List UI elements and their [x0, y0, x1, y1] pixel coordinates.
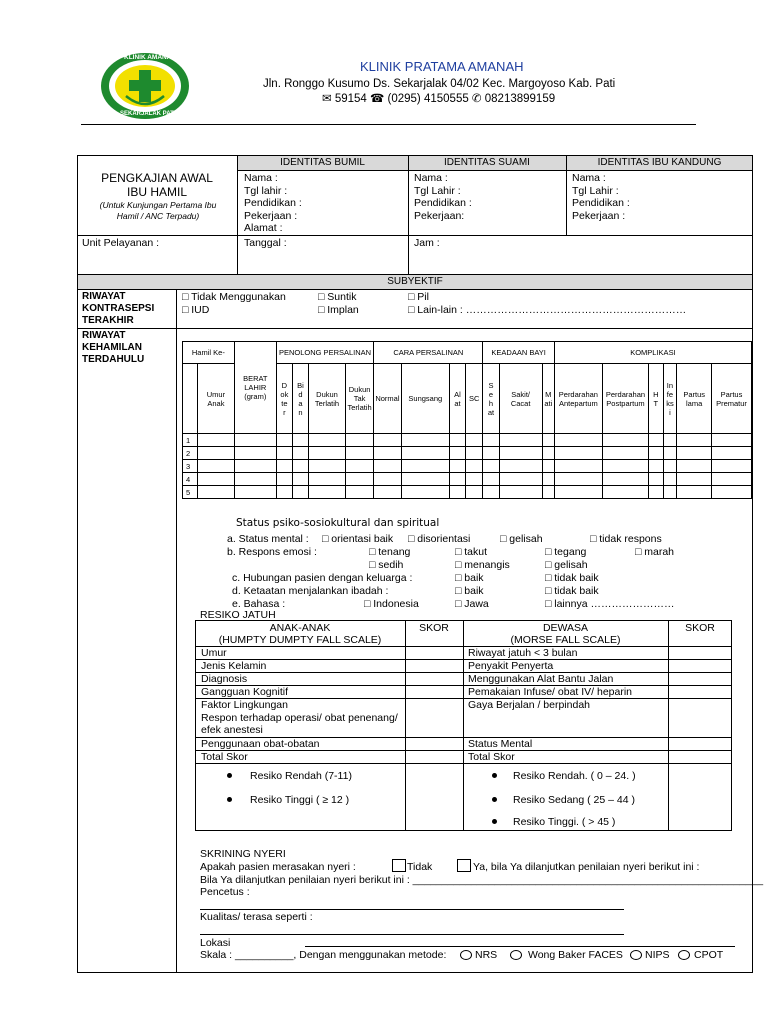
th-partus-prematur: Partus Prematur [712, 364, 752, 434]
th-penolong: PENOLONG PERSALINAN [276, 342, 373, 364]
row-number: 5 [183, 486, 198, 499]
table-cell[interactable] [449, 434, 465, 447]
table-cell[interactable] [602, 473, 648, 486]
unit-pelayanan-field[interactable]: Unit Pelayanan : [82, 237, 160, 249]
kehamilan-label-1: RIWAYAT [82, 330, 126, 341]
anak-item-umur: Umur [201, 647, 227, 659]
th-sc: SC [466, 364, 483, 434]
kontrasepsi-option-tidak[interactable]: □ Tidak Menggunakan [182, 291, 286, 303]
table-cell[interactable] [712, 434, 752, 447]
th-mati: Mati [544, 389, 553, 408]
table-cell[interactable] [309, 447, 346, 460]
table-cell[interactable] [401, 434, 449, 447]
table-cell[interactable] [466, 447, 483, 460]
table-row [183, 447, 752, 460]
th-infeksi: Infeksi [666, 380, 674, 417]
psiko-b2-opt2[interactable]: □ menangis [455, 559, 510, 571]
table-cell[interactable] [374, 434, 401, 447]
table-cell[interactable] [401, 473, 449, 486]
method-cpot-label: CPOT [694, 949, 724, 961]
bullet-icon [227, 797, 232, 802]
pain-question: Apakah pasien merasakan nyeri : [200, 861, 356, 873]
th-perdarahan-ante: Perdarahan Antepartum [554, 364, 602, 434]
dewasa-item-penyakit: Penyakit Penyerta [468, 660, 554, 672]
table-cell[interactable] [542, 434, 554, 447]
pain-lokasi: Lokasi [200, 937, 231, 949]
table-cell[interactable] [663, 486, 677, 499]
bumil-field[interactable]: Alamat : [244, 222, 283, 234]
identity-bumil-header: IDENTITAS BUMIL [280, 157, 365, 168]
table-cell[interactable] [401, 486, 449, 499]
psiko-b2-opt3[interactable]: □ gelisah [545, 559, 588, 571]
kehamilan-label-3: TERDAHULU [82, 354, 145, 365]
fall-risk-title: RESIKO JATUH [200, 609, 276, 621]
table-cell[interactable] [449, 486, 465, 499]
dewasa-item-total: Total Skor [468, 751, 515, 763]
th-berat-lahir: BERAT LAHIR (gram) [234, 342, 276, 434]
dewasa-header-1: DEWASA [542, 622, 589, 634]
bumil-field[interactable]: Pekerjaan : [244, 209, 298, 222]
clinic-address: Jln. Ronggo Kusumo Ds. Sekarjalak 04/02 Kec. Margoyoso Kab. Pati [263, 78, 616, 90]
table-cell[interactable] [292, 486, 308, 499]
table-cell[interactable] [401, 447, 449, 460]
table-cell[interactable] [292, 460, 308, 473]
table-cell[interactable] [499, 473, 542, 486]
dewasa-risk-rendah: Resiko Rendah. ( 0 – 24. ) [513, 770, 636, 782]
method-nrs-radio[interactable] [460, 950, 472, 960]
table-cell[interactable] [198, 486, 235, 499]
table-cell[interactable] [466, 434, 483, 447]
kontrasepsi-option-pil[interactable]: □ Pil [408, 291, 429, 303]
table-row [183, 460, 752, 473]
kontrasepsi-option-iud[interactable]: □ IUD [182, 304, 210, 316]
dewasa-item-riwayat: Riwayat jatuh < 3 bulan [468, 647, 578, 659]
jam-field[interactable]: Jam : [414, 237, 440, 249]
th-sakit: Sakit/ Cacat [499, 364, 542, 434]
table-cell[interactable] [483, 447, 499, 460]
logo-top-text: KLINIK AMANAH [124, 54, 177, 61]
tanggal-field[interactable]: Tanggal : [244, 237, 287, 249]
table-cell[interactable] [677, 486, 712, 499]
anak-item-total: Total Skor [201, 751, 248, 763]
table-cell[interactable] [292, 447, 308, 460]
table-cell[interactable] [542, 447, 554, 460]
th-perdarahan-post: Perdarahan Postpartum [602, 364, 648, 434]
table-cell[interactable] [663, 434, 677, 447]
kontrasepsi-label-2: KONTRASEPSI [82, 303, 155, 314]
anak-header-1: ANAK-ANAK [269, 622, 331, 634]
table-cell[interactable] [554, 447, 602, 460]
method-nips-radio[interactable] [630, 950, 642, 960]
bullet-icon [492, 773, 497, 778]
table-cell[interactable] [309, 486, 346, 499]
table-cell[interactable] [554, 434, 602, 447]
pain-no-label: Tidak [407, 861, 433, 873]
dewasa-header-2: (MORSE FALL SCALE) [510, 634, 621, 646]
logo-bottom-text: SEKARJALAK PATI [120, 111, 176, 117]
table-cell[interactable] [466, 460, 483, 473]
table-cell[interactable] [499, 434, 542, 447]
psiko-e-opt3[interactable]: □ lainnya …………………… [545, 598, 675, 610]
anak-item-obat: Penggunaan obat-obatan [201, 738, 320, 750]
psiko-b-opt1[interactable]: □ tenang [369, 546, 411, 558]
row-number: 1 [183, 434, 198, 447]
table-cell[interactable] [309, 460, 346, 473]
th-dokter: Dokter [280, 380, 289, 417]
suami-field[interactable]: Nama : [414, 172, 448, 184]
table-cell[interactable] [234, 434, 276, 447]
suami-field[interactable]: Pekerjaan: [414, 209, 465, 222]
kontrasepsi-label-3: TERAKHIR [82, 315, 134, 326]
th-umur-anak: Umur Anak [198, 364, 235, 434]
table-cell[interactable] [677, 447, 712, 460]
table-cell[interactable] [649, 434, 664, 447]
kehamilan-label-2: KEHAMILAN [82, 342, 142, 353]
psiko-d-label: d. Ketaatan menjalankan ibadah : [232, 585, 389, 597]
table-cell[interactable] [712, 447, 752, 460]
table-cell[interactable] [554, 473, 602, 486]
table-cell[interactable] [499, 460, 542, 473]
kontrasepsi-option-lain[interactable]: □ Lain-lain : ……………………………………………………… [408, 304, 687, 316]
psiko-b-opt4[interactable]: □ marah [635, 546, 675, 558]
clinic-name: KLINIK PRATAMA AMANAH [360, 59, 524, 74]
table-row [183, 486, 752, 499]
psiko-b-opt3[interactable]: □ tegang [545, 546, 587, 558]
table-cell[interactable] [542, 473, 554, 486]
dewasa-risk-tinggi: Resiko Tinggi. ( > 45 ) [513, 816, 616, 828]
table-cell[interactable] [483, 473, 499, 486]
kontrasepsi-label-1: RIWAYAT [82, 291, 126, 302]
pain-skala: Skala : __________, Dengan menggunakan metode: [200, 949, 447, 961]
pain-yes-checkbox[interactable] [457, 859, 471, 872]
table-cell[interactable] [449, 473, 465, 486]
table-cell[interactable] [198, 434, 235, 447]
bumil-field[interactable]: Nama : [244, 172, 278, 184]
pain-pencetus: Pencetus : [200, 886, 250, 898]
anak-risk-rendah: Resiko Rendah (7-11) [250, 770, 352, 782]
table-cell[interactable] [198, 460, 235, 473]
psiko-b2-opt1[interactable]: □ sedih [369, 559, 404, 571]
bumil-field[interactable]: Tgl lahir : [244, 184, 288, 197]
th-ht: HT [653, 389, 659, 408]
psiko-c-opt2[interactable]: □ tidak baik [545, 572, 599, 584]
table-cell[interactable] [276, 460, 292, 473]
ibu-field[interactable]: Nama : [572, 172, 606, 184]
table-cell[interactable] [234, 447, 276, 460]
table-cell[interactable] [346, 460, 374, 473]
row-number: 4 [183, 473, 198, 486]
table-cell[interactable] [466, 473, 483, 486]
psiko-c-label: c. Hubungan pasien dengan keluarga : [232, 572, 413, 584]
table-cell[interactable] [712, 460, 752, 473]
table-cell[interactable] [276, 447, 292, 460]
suami-field[interactable]: Pendidikan : [414, 197, 472, 209]
psiko-a-opt4[interactable]: □ tidak respons [590, 533, 662, 545]
header-divider [81, 124, 696, 125]
form-title-line2: IBU HAMIL [126, 185, 187, 199]
table-row [183, 473, 752, 486]
subyektif-header: SUBYEKTIF [387, 276, 443, 287]
table-cell[interactable] [649, 460, 664, 473]
table-cell[interactable] [542, 460, 554, 473]
table-cell[interactable] [483, 486, 499, 499]
table-cell[interactable] [374, 460, 401, 473]
table-cell[interactable] [677, 460, 712, 473]
th-keadaan: KEADAAN BAYI [483, 342, 554, 364]
bullet-icon [492, 797, 497, 802]
kontrasepsi-option-implan[interactable]: □ Implan [318, 304, 359, 316]
table-cell[interactable] [374, 473, 401, 486]
table-cell[interactable] [677, 434, 712, 447]
identity-ibu-header: IDENTITAS IBU KANDUNG [597, 157, 722, 168]
table-cell[interactable] [712, 486, 752, 499]
th-sungsang: Sungsang [401, 364, 449, 434]
method-nips-label: NIPS [645, 949, 670, 961]
table-cell[interactable] [677, 473, 712, 486]
table-cell[interactable] [554, 486, 602, 499]
pain-no-checkbox[interactable] [392, 859, 406, 872]
table-cell[interactable] [602, 460, 648, 473]
table-cell[interactable] [449, 460, 465, 473]
table-cell[interactable] [309, 434, 346, 447]
anak-item-kognitif: Gangguan Kognitif [201, 686, 288, 698]
psiko-b-opt2[interactable]: □ takut [455, 546, 488, 558]
ibu-field[interactable]: Pekerjaan : [572, 209, 626, 222]
anak-risk-tinggi: Resiko Tinggi ( ≥ 12 ) [250, 794, 350, 806]
ibu-field[interactable]: Tgl Lahir : [572, 184, 619, 197]
anak-item-lingkungan: Faktor Lingkungan [201, 699, 288, 711]
table-cell[interactable] [649, 473, 664, 486]
anak-item-diagnosis: Diagnosis [201, 673, 248, 685]
table-cell[interactable] [234, 473, 276, 486]
table-row [183, 434, 752, 447]
method-nrs-label: NRS [475, 949, 498, 961]
psiko-d-opt2[interactable]: □ tidak baik [545, 585, 599, 597]
table-cell[interactable] [499, 486, 542, 499]
pregnancy-history-table [182, 341, 752, 499]
table-cell[interactable] [276, 434, 292, 447]
pain-bila: Bila Ya dilanjutkan penilaian nyeri berikut ini : ____________________________________________________________ [200, 874, 764, 886]
bullet-icon [227, 773, 232, 778]
bumil-field[interactable]: Pendidikan : [244, 197, 302, 209]
dewasa-item-alat: Menggunakan Alat Bantu Jalan [468, 673, 614, 685]
th-bidan: Bidan [297, 380, 304, 417]
table-cell[interactable] [234, 486, 276, 499]
table-cell[interactable] [649, 486, 664, 499]
dewasa-skor-header: SKOR [685, 622, 715, 634]
table-cell[interactable] [663, 447, 677, 460]
table-cell[interactable] [649, 447, 664, 460]
table-cell[interactable] [554, 460, 602, 473]
table-cell[interactable] [374, 447, 401, 460]
th-alat: Alat [454, 389, 461, 408]
kualitas-line[interactable] [200, 934, 624, 935]
suami-field[interactable]: Tgl Lahir : [414, 184, 461, 197]
table-cell[interactable] [198, 447, 235, 460]
psiko-e-opt2[interactable]: □ Jawa [455, 598, 489, 610]
dewasa-item-gaya: Gaya Berjalan / berpindah [468, 699, 590, 711]
clinic-contacts: ✉ 59154 ☎ (0295) 4150555 ✆ 08213899159 [322, 93, 556, 105]
pain-title: SKRINING NYERI [200, 848, 286, 860]
form-subtitle: (Untuk Kunjungan Pertama Ibu Hamil / ANC Terpadu) [99, 200, 217, 221]
identity-suami-header: IDENTITAS SUAMI [444, 157, 530, 168]
psiko-c-opt1[interactable]: □ baik [455, 572, 484, 584]
th-normal: Normal [374, 364, 401, 434]
dewasa-item-mental: Status Mental [468, 738, 533, 750]
anak-item-respon: Respon terhadap operasi/ obat penenang/ [201, 712, 398, 724]
anak-item-anestesi: efek anestesi [201, 724, 263, 736]
clinic-logo [100, 52, 190, 120]
method-wong-radio[interactable] [510, 950, 522, 960]
table-cell[interactable] [483, 434, 499, 447]
pencetus-line[interactable] [200, 909, 624, 910]
table-cell[interactable] [346, 473, 374, 486]
form-title-line1: PENGKAJIAN AWAL [101, 171, 213, 185]
table-cell[interactable] [483, 460, 499, 473]
ibu-field[interactable]: Pendidikan : [572, 197, 630, 209]
psiko-b-label: b. Respons emosi : [227, 546, 317, 558]
table-cell[interactable] [602, 434, 648, 447]
table-cell[interactable] [346, 434, 374, 447]
th-dukun-tak: Dukun Tak Terlatih [346, 364, 374, 434]
row-number: 3 [183, 460, 198, 473]
method-wong-label: Wong Baker FACES [528, 949, 623, 961]
table-cell[interactable] [309, 473, 346, 486]
table-cell[interactable] [346, 447, 374, 460]
row-number: 2 [183, 447, 198, 460]
anak-item-jk: Jenis Kelamin [201, 660, 267, 672]
th-komplikasi: KOMPLIKASI [554, 342, 751, 364]
table-cell[interactable] [292, 473, 308, 486]
pain-kualitas: Kualitas/ terasa seperti : [200, 911, 313, 923]
th-sehat: Sehat [487, 380, 495, 417]
anak-header-2: (HUMPTY DUMPTY FALL SCALE) [218, 634, 382, 646]
psiko-a-opt3[interactable]: □ gelisah [500, 533, 543, 545]
table-cell[interactable] [374, 486, 401, 499]
th-hamil-ke: Hamil Ke- [183, 342, 235, 364]
table-cell[interactable] [276, 486, 292, 499]
table-cell[interactable] [602, 447, 648, 460]
table-cell[interactable] [198, 473, 235, 486]
table-cell[interactable] [449, 447, 465, 460]
psiko-e-label: e. Bahasa : [232, 598, 286, 610]
th-cara: CARA PERSALINAN [374, 342, 483, 364]
psiko-a-opt2[interactable]: □ disorientasi [408, 533, 471, 545]
kontrasepsi-option-suntik[interactable]: □ Suntik [318, 291, 357, 303]
pain-yes-label: Ya, bila Ya dilanjutkan penilaian nyeri berikut ini : [473, 861, 700, 873]
table-cell[interactable] [234, 460, 276, 473]
method-cpot-radio[interactable] [678, 950, 690, 960]
anak-skor-header: SKOR [419, 622, 449, 634]
table-cell[interactable] [712, 473, 752, 486]
lokasi-line[interactable] [305, 946, 735, 947]
th-dukun-terlatih: Dukun Terlatih [309, 364, 346, 434]
table-cell[interactable] [346, 486, 374, 499]
psiko-d-opt1[interactable]: □ baik [455, 585, 484, 597]
th-partus-lama: Partus lama [677, 364, 712, 434]
dewasa-item-infuse: Pemakaian Infuse/ obat IV/ heparin [468, 686, 633, 698]
table-cell[interactable] [292, 434, 308, 447]
table-cell[interactable] [602, 486, 648, 499]
psiko-e-opt1[interactable]: □ Indonesia [364, 598, 419, 610]
table-cell[interactable] [663, 473, 677, 486]
table-cell[interactable] [466, 486, 483, 499]
psiko-a-opt1[interactable]: □ orientasi baik [322, 533, 394, 545]
dewasa-risk-sedang: Resiko Sedang ( 25 – 44 ) [513, 794, 635, 806]
psiko-title: Status psiko-sosiokultural dan spiritual [236, 517, 440, 529]
table-cell[interactable] [401, 460, 449, 473]
psiko-a-label: a. Status mental : [227, 533, 309, 545]
table-cell[interactable] [663, 460, 677, 473]
table-cell[interactable] [276, 473, 292, 486]
table-cell[interactable] [499, 447, 542, 460]
bullet-icon [492, 819, 497, 824]
table-cell[interactable] [542, 486, 554, 499]
